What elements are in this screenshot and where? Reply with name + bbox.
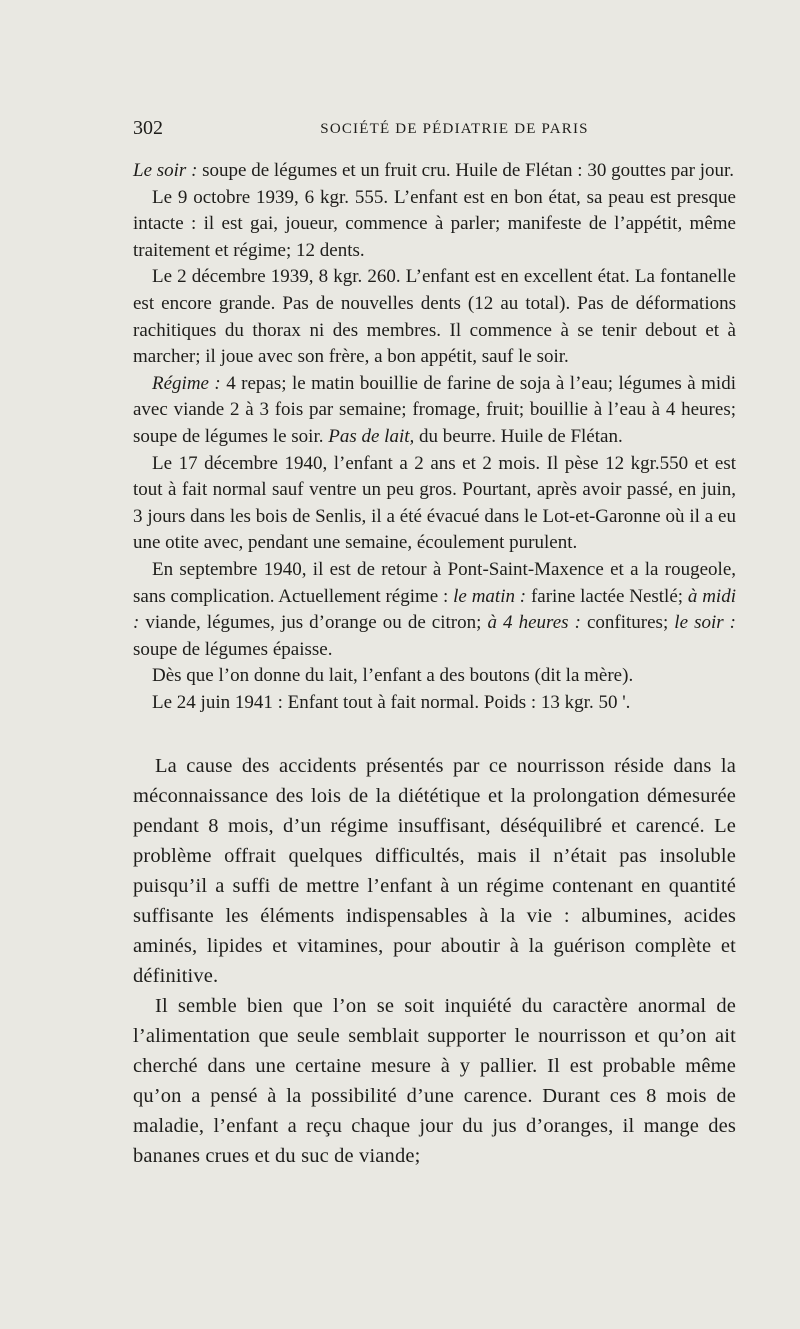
case-paragraph-6: En septembre 1940, il est de retour à Pont-Saint-Maxence et a la rougeole, sans complication. Actuellement régime : le matin : farine lactée Nestlé; à midi : viande, légumes, jus d’orange ou de citron; à 4 heures : confitures; le soir : soupe de légumes épaisse.	[133, 558, 737, 660]
case-paragraph-8: Le 24 juin 1941 : Enfant tout à fait normal. Poids : 13 kgr. 50 '.	[152, 691, 631, 713]
case-paragraph-2: Le 9 octobre 1939, 6 kgr. 555. L’enfant est en bon état, sa peau est presque intacte : il est gai, joueur, commence à parler; manifeste de l’appétit, même traitement et régime; 12 dents.	[133, 186, 736, 261]
case-paragraph-5: Le 17 décembre 1940, l’enfant a 2 ans et 2 mois. Il pèse 12 kgr.550 et est tout à fait normal sauf ventre un peu gros. Pourtant, après avoir passé, en juin, 3 jours dans les bois de Senlis, il a été évacué dans le Lot-et-Garonne où il a eu une otite avec, pendant une semaine, écoulement purulent.	[133, 452, 736, 554]
running-head: SOCIÉTÉ DE PÉDIATRIE DE PARIS	[320, 121, 589, 137]
section-gap	[133, 716, 736, 751]
discussion-text	[133, 751, 736, 1171]
case-paragraph-1: Le soir : soupe de légumes et un fruit cru. Huile de Flétan : 30 gouttes par jour.	[133, 160, 735, 181]
case-paragraph-7: Dès que l’on donne du lait, l’enfant a des boutons (dit la mère).	[152, 665, 634, 687]
label-regime: Régime :	[152, 372, 221, 394]
discussion-paragraph-2: Il semble bien que l’on se soit inquiété du caractère anormal de l’alimentation que seule semblait supporter le nourrisson et qu’on ait cherché dans une certaine mesure à y pallier. Il est probable même qu’on a pensé à la possibilité d’une carence. Durant ces 8 mois de maladie, l’enfant a reçu chaque jour du jus d’oranges, il mange des bananes crues et du suc de viande;	[133, 995, 736, 1168]
case-paragraph-4: Régime : 4 repas; le matin bouillie de farine de soja à l’eau; légumes à midi avec viande 2 à 3 fois par semaine; fromage, fruit; bouillie à l’eau à 4 heures; soupe de légumes le soir. Pas de lait, du beurre. Huile de Flétan.	[133, 372, 736, 447]
page-number: 302	[133, 117, 163, 139]
label-le-soir: Le soir :	[133, 160, 198, 181]
discussion-paragraph-1: La cause des accidents présentés par ce nourrisson réside dans la méconnaissance des lois de la diététique et la prolongation démesurée pendant 8 mois, d’un régime insuffisant, déséquilibré et carencé. Le problème offrait quelques difficultés, mais il n’était pas insoluble puisqu’il a suffi de mettre l’enfant à un régime contenant en quantité suffisante les éléments indispensables à la vie : albumines, acides aminés, lipides et vitamines, pour aboutir à la guérison complète et définitive.	[133, 755, 736, 988]
body-text	[133, 158, 736, 1171]
case-paragraph-3: Le 2 décembre 1939, 8 kgr. 260. L’enfant est en excellent état. La fontanelle est encore grande. Pas de nouvelles dents (12 au total). Pas de déformations rachitiques du thorax ni des membres. Il commence à se tenir debout et à marcher; il joue avec son frère, a bon appétit, sauf le soir.	[133, 266, 736, 368]
